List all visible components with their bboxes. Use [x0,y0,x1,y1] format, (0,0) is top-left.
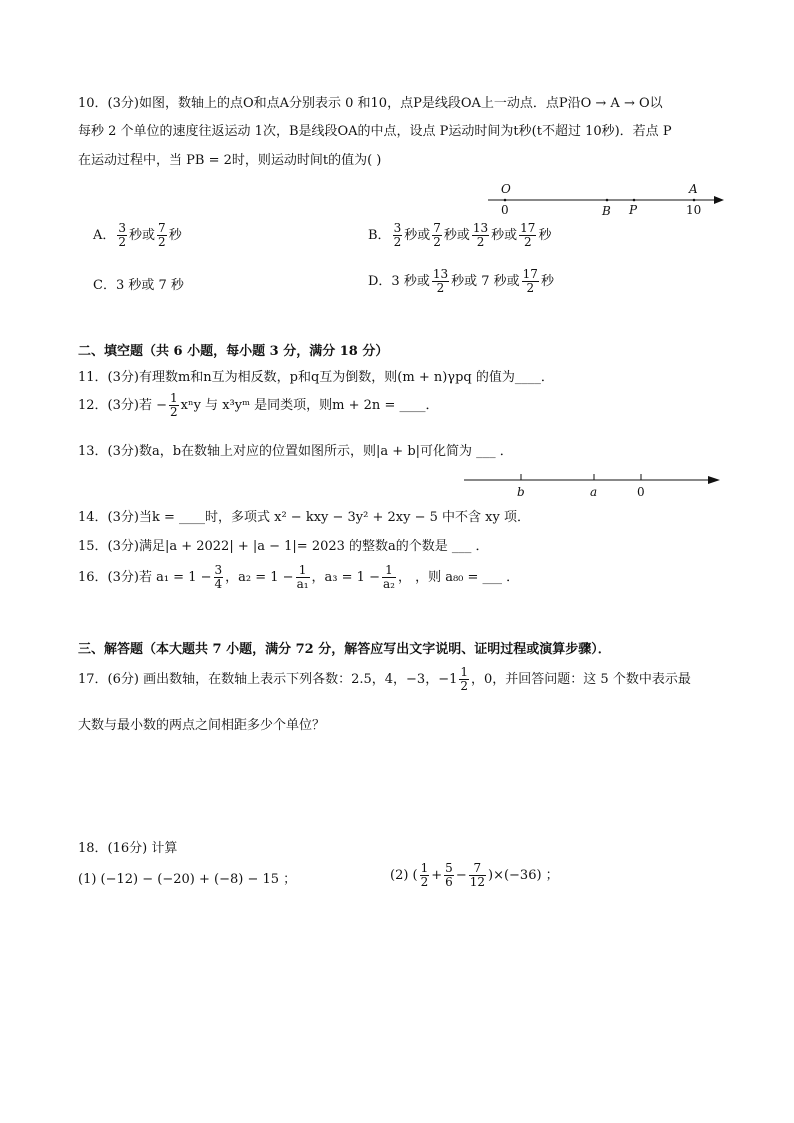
fraction: $\frac{5}{6}$ [445,861,453,889]
fraction: $\frac{1}{\text{a₂}}$ [382,563,395,591]
fraction: $\frac{17}{2}$ [522,267,538,295]
q13-label-b: b [517,485,525,499]
q17-line1: 17．(6分) 画出数轴，在数轴上表示下列各数：2.5，4，−3，−1 $\frac{1}{2}$ ，0，并回答问题：这 5 个数中表示最 [78,665,691,693]
q16-text: 16．(3分)若 a₁ = 1 − $\frac{3}{4}$ ，a₂ = 1 − $\frac{1}{\text{a₁}}$ ，a₃ = 1 − $\frac{1}{\text{a₂}}$ ， ，则 a₈₀ = ___ ． [78,563,520,591]
section2-heading: 二、填空题（共 6 小题，每小题 3 分，满分 18 分） [78,344,389,359]
q10-line1: 10．(3分)如图，数轴上的点O和点A分别表示 0 和10，点P是线段OA上一动点．点P沿O → A → O以 [78,96,663,111]
q13-label-a: a [590,485,598,499]
q10-point-b [606,199,609,202]
q10-number-line [480,178,730,220]
fraction: $\frac{1}{\text{a₁}}$ [296,563,309,591]
q10-point-a [693,199,696,202]
q10-axis-arrow [714,196,724,204]
q10-label-ten: 10 [686,203,702,217]
q10-option-a[interactable]: A． $\frac{3}{2}$ 秒或 $\frac{7}{2}$ 秒 [93,221,182,249]
q13-axis-arrow [708,476,720,484]
q10-point-o [504,199,507,202]
q14-text: 14．(3分)当k = ____时，多项式 x² − kxy − 3y² + 2xy − 5 中不含 xy 项． [78,510,530,525]
q15-text: 15．(3分)满足|a + 2022| + |a − 1|= 2023 的整数a的个数是 ___ ． [78,539,489,554]
q13-label-zero: 0 [637,485,645,499]
fraction: $\frac{7}{12}$ [469,861,485,889]
q13-number-line [462,466,724,500]
q10-option-d[interactable]: D．3 秒或 $\frac{13}{2}$ 秒或 7 秒或 $\frac{17}{2}$ 秒 [368,267,554,295]
fraction: $\frac{1}{2}$ [420,861,429,889]
q10-option-b[interactable]: B． $\frac{3}{2}$ 秒或 $\frac{7}{2}$ 秒或 $\frac{13}{2}$ 秒或 $\frac{17}{2}$ 秒 [368,221,552,249]
q18-title: 18．(16分) 计算 [78,841,178,856]
q17-line2: 大数与最小数的两点之间相距多少个单位？ [78,718,326,733]
q10-label-o: O [501,182,511,196]
q10-option-c[interactable]: C．3 秒或 7 秒 [93,278,184,293]
fraction: $\frac{1}{2}$ [169,391,178,419]
fraction: $\frac{7}{2}$ [433,221,441,249]
fraction: $\frac{17}{2}$ [520,221,536,249]
q11-text: 11．(3分)有理数m和n互为相反数，p和q互为倒数，则(m + n)γpq 的值为____． [78,370,554,385]
q10-label-p: P [629,203,638,217]
q10-line3: 在运动过程中，当 PB = 2时，则运动时间t的值为( ) [78,153,382,168]
q18-part1: (1) (−12) − (−20) + (−8) − 15 ； [78,872,297,887]
fraction: $\frac{13}{2}$ [472,221,489,249]
q10-label-a: A [689,182,698,196]
q18-part2: (2) ( $\frac{1}{2}$ + $\frac{5}{6}$ − $\frac{7}{12}$ )×(−36) ； [390,861,559,889]
q10-label-b: B [602,204,611,218]
q12-text: 12．(3分)若 − $\frac{1}{2}$ xⁿy 与 x³yᵐ 是同类项，则m + 2n = ____． [78,391,439,419]
fraction: $\frac{7}{2}$ [158,221,166,249]
fraction: $\frac{1}{2}$ [460,665,469,693]
fraction: $\frac{3}{2}$ [118,221,127,249]
fraction: $\frac{13}{2}$ [432,267,449,295]
q10-label-zero: 0 [501,203,509,217]
fraction: $\frac{3}{4}$ [214,563,223,591]
fraction: $\frac{3}{2}$ [393,221,402,249]
q13-text: 13．(3分)数a，b在数轴上对应的位置如图所示，则|a + b|可化简为 ___ ． [78,444,513,459]
q10-point-p [633,199,636,202]
q10-line2: 每秒 2 个单位的速度往返运动 1次，B是线段OA的中点，设点 P运动时间为t秒(t不超过 10秒)．若点 P [78,124,672,139]
section3-heading: 三、解答题（本大题共 7 小题，满分 72 分，解答应写出文字说明、证明过程或演算步骤）． [78,642,611,657]
